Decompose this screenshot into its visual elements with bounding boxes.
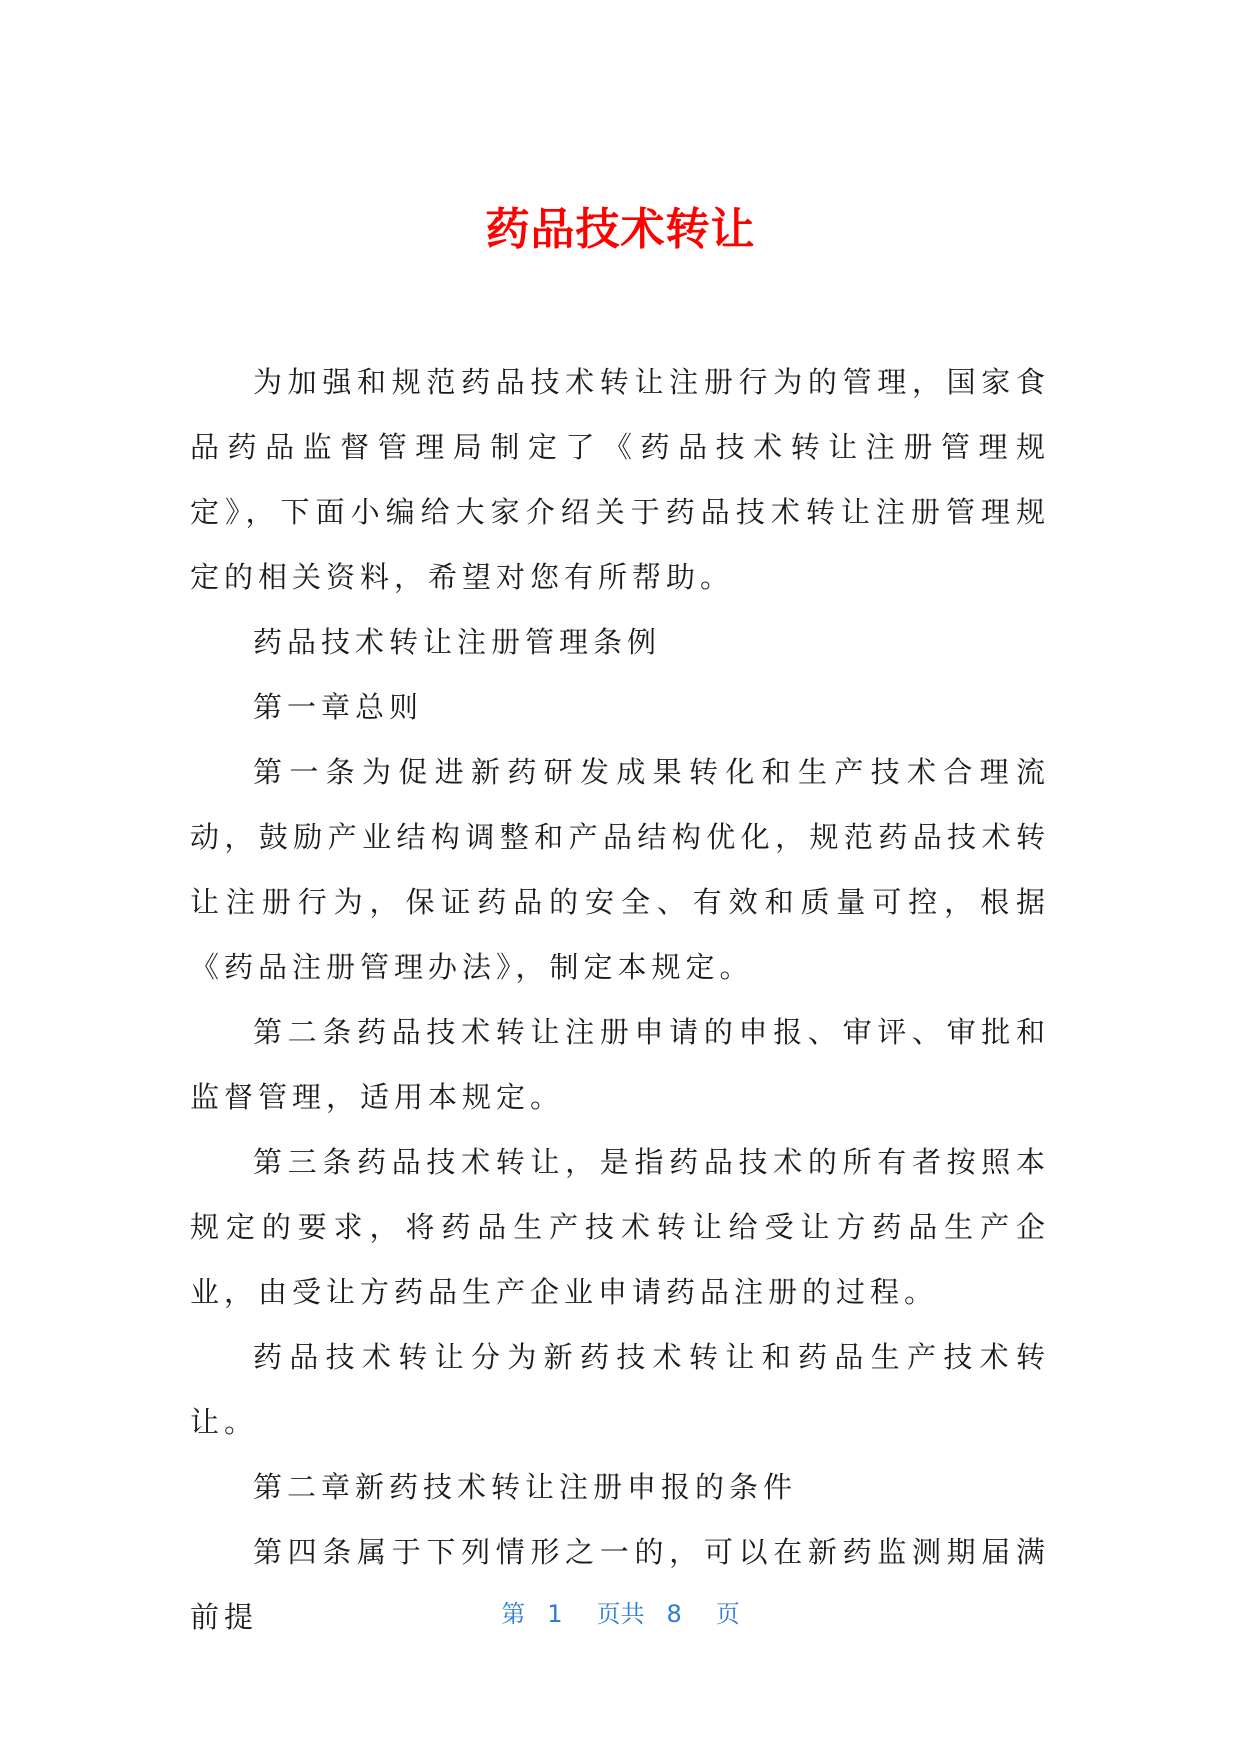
document-body xyxy=(190,350,1050,1650)
page-footer xyxy=(0,1597,1241,1631)
paragraph-transfer-types: 药品技术转让分为新药技术转让和药品生产技术转让。 xyxy=(190,1340,1050,1439)
paragraph-article-1: 第一条为促进新药研发成果转化和生产技术合理流动，鼓励产业结构调整和产品结构优化，规范药品技术转让注册行为，保证药品的安全、有效和质量可控，根据《药品注册管理办法》，制定本规定。 xyxy=(190,755,1050,984)
paragraph-article-4: 第四条属于下列情形之一的，可以在新药监测期届满前提 xyxy=(190,1535,1050,1634)
document-title: 药品技术转让 xyxy=(485,204,756,255)
footer-total-pages: 8 xyxy=(666,1600,682,1628)
paragraph-article-3: 第三条药品技术转让，是指药品技术的所有者按照本规定的要求，将药品生产技术转让给受让方药品生产企业，由受让方药品生产企业申请药品注册的过程。 xyxy=(190,1145,1050,1309)
paragraph-chapter-2-heading: 第二章新药技术转让注册申报的条件 xyxy=(253,1470,798,1504)
footer-current-page: 1 xyxy=(547,1600,563,1628)
paragraph-chapter-1-heading: 第一章总则 xyxy=(253,690,424,724)
paragraph-regulation-heading: 药品技术转让注册管理条例 xyxy=(253,625,662,659)
footer-middle: 页共 xyxy=(596,1600,645,1628)
paragraph-article-2: 第二条药品技术转让注册申请的申报、审评、审批和监督管理，适用本规定。 xyxy=(190,1015,1050,1114)
paragraph-intro: 为加强和规范药品技术转让注册行为的管理，国家食品药品监督管理局制定了《药品技术转让注册管理规定》，下面小编给大家介绍关于药品技术转让注册管理规定的相关资料，希望对您有所帮助。 xyxy=(190,365,1050,594)
footer-suffix: 页 xyxy=(715,1600,740,1628)
footer-prefix: 第 xyxy=(501,1600,526,1628)
